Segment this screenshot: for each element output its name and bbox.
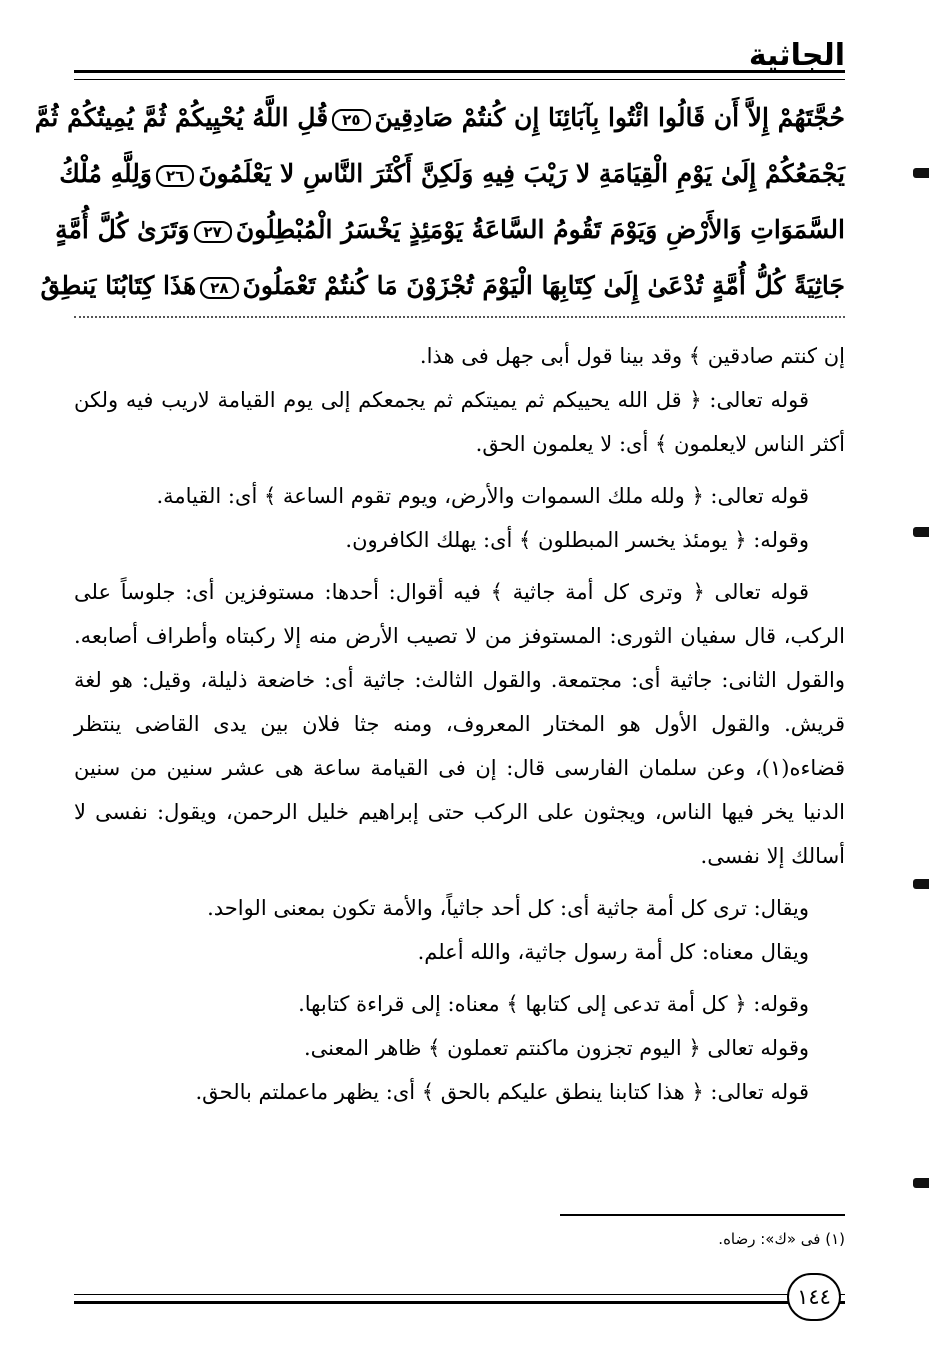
tafsir-paragraph: قوله تعالى: ﴿ ولله ملك السموات والأرض، ويوم تقوم الساعة ﴾ أى: القيامة.	[156, 484, 809, 508]
paragraph-gap	[74, 466, 845, 474]
quran-line	[59, 146, 845, 202]
quran-text-block	[34, 90, 845, 314]
tafsir-paragraph: قوله تعالى: ﴿ قل الله يحييكم ثم يميتكم ثم يجمعكم إلى يوم القيامة لاريب فيه ولكن أكثر الناس لايعلمون ﴾ أى: لا يعلمون الحق.	[74, 388, 845, 456]
page-number: ١٤٤	[787, 1273, 841, 1321]
footer-double-rule	[74, 1294, 845, 1304]
tafsir-paragraph: قوله تعالى: ﴿ هذا كتابنا ينطق عليكم بالحق ﴾ أى: يظهر ماعملتم بالحق.	[195, 1080, 809, 1104]
ayah-text: السَّمَوَاتِ وَالأَرْضِ وَيَوْمَ تَقُومُ السَّاعَةُ يَوْمَئِذٍ يَخْسَرُ الْمُبْطِلُونَ	[235, 215, 845, 244]
paragraph-gap	[74, 974, 845, 982]
ayah-text: وَتَرَىٰ كُلَّ أُمَّةٍ	[55, 215, 190, 244]
tafsir-paragraph: ويقال معناه: كل أمة رسول جاثية، والله أعلم.	[417, 940, 809, 964]
paragraph-gap	[74, 878, 845, 886]
tafsir-paragraph: قوله تعالى ﴿ وترى كل أمة جاثية ﴾ فيه أقوال: أحدها: مستوفزين أى: جلوساً على الركب، قال سفيان الثورى: المستوفز من لا تصيب الأرض منه إلا ركبتاه وأطراف أصابعه. والقول الثانى: جاثية أى: مجتمعة. والقول الثالث: جاثية أى: خاضعة ذليلة، وقيل: هو لغة قريش. والقول الأول هو المختار المعروف، ومنه جثا فلان بين يدى القاضى ينتظر قضاءه(١)، وعن سلمان الفارسى قال: إن فى القيامة ساعة هى عشر سنين من سنين الدنيا يخر فيها الناس، ويجثون على الركب حتى إبراهيم خليل الرحمن، ويقول: نفسى لا أسالك إلا نفسى.	[74, 580, 845, 868]
tafsir-paragraph: وقوله: ﴿ كل أمة تدعى إلى كتابها ﴾ معناه: إلى قراءة كتابها.	[298, 992, 809, 1016]
tafsir-paragraph: وقوله: ﴿ يومئذ يخسر المبطلون ﴾ أى: يهلك الكافرون.	[345, 528, 809, 552]
quran-line	[40, 258, 845, 314]
ayah-number-marker: ٢٧	[194, 221, 232, 243]
tafsir-paragraph: إن كنتم صادقين ﴾ وقد بينا قول أبى جهل فى هذا.	[419, 344, 845, 368]
quran-line	[34, 90, 845, 146]
sura-name: الجاثية	[748, 38, 845, 73]
tafsir-text-block	[74, 334, 845, 1114]
tafsir-paragraph: ويقال: ترى كل أمة جاثية أى: كل أحد جاثياً، والأمة تكون بمعنى الواحد.	[207, 896, 809, 920]
ayah-number-marker: ٢٥	[332, 109, 370, 131]
edge-mark	[913, 879, 929, 889]
quran-line	[55, 202, 845, 258]
ayah-number-marker: ٢٦	[156, 165, 194, 187]
edge-mark	[913, 168, 929, 178]
edge-mark	[913, 1178, 929, 1188]
edge-mark	[913, 527, 929, 537]
ayah-text: قُلِ اللَّهُ يُحْيِيكُمْ ثُمَّ يُمِيتُكُمْ ثُمَّ	[34, 103, 329, 132]
tafsir-paragraph: وقوله تعالى ﴿ اليوم تجزون ماكنتم تعملون ﴾ ظاهر المعنى.	[303, 1036, 809, 1060]
ayah-text: جَاثِيَةً كُلُّ أُمَّةٍ تُدْعَىٰ إِلَىٰ كِتَابِهَا الْيَوْمَ تُجْزَوْنَ مَا كُنتُمْ تَعْمَلُونَ	[242, 271, 845, 300]
ayah-text: يَجْمَعُكُمْ إِلَىٰ يَوْمِ الْقِيَامَةِ لا رَيْبَ فِيهِ وَلَكِنَّ أَكْثَرَ النَّاسِ لا يَعْلَمُونَ	[198, 159, 845, 188]
header-double-rule	[74, 70, 845, 80]
footnote-rule	[560, 1214, 845, 1216]
footnote: (١) فى «ك»: رضاه.	[718, 1230, 845, 1248]
ayah-text: حُجَّتَهُمْ إِلاَّ أَن قَالُوا ائْتُوا بِآبَائِنَا إِن كُنتُمْ صَادِقِينَ	[374, 103, 845, 132]
ayah-number-marker: ٢٨	[200, 277, 238, 299]
quran-separator-rule	[74, 316, 845, 318]
paragraph-gap	[74, 562, 845, 570]
ayah-text: هَذَا كِتَابُنَا يَنطِقُ	[40, 271, 197, 300]
ayah-text: وَلِلَّهِ مُلْكُ	[59, 159, 152, 188]
